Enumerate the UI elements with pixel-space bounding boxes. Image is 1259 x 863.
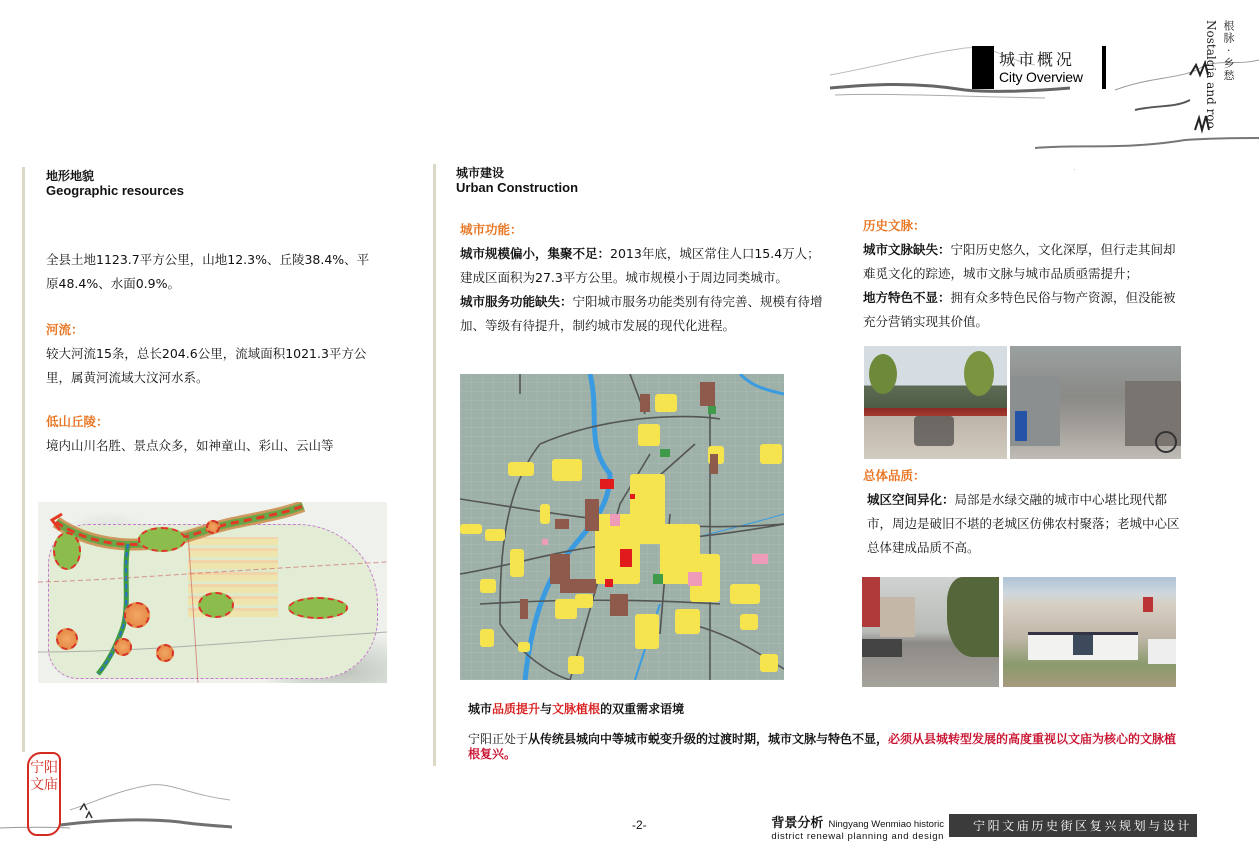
item-label: 城市规模偏小，集聚不足： xyxy=(460,246,611,261)
urban-function-item xyxy=(460,290,830,338)
item-text: 拥有众多特色民俗与物产资源，但没能被充分营销实现其价值。 xyxy=(863,290,1176,329)
item-text: 2013年底，城区常住人口15.4万人；建成区面积为27.3平方公里。城市规模小于周边同类城市。 xyxy=(460,246,820,285)
summary-title-highlight: 品质提升 xyxy=(492,702,541,716)
summary-title-part: 城市 xyxy=(468,702,493,716)
summary-title-part: 与 xyxy=(540,702,553,716)
page-number: -2- xyxy=(632,818,647,832)
summary-red: 必须从县城转型发展的高度重视以文庙为核心的文脉植根复兴。 xyxy=(468,732,1177,761)
hills-block xyxy=(46,410,371,458)
summary-prefix: 宁阳正处于 xyxy=(468,732,529,746)
ink-landscape-header-icon xyxy=(825,20,1259,170)
summary-title xyxy=(468,700,684,717)
header-title-cn: 城市概况 xyxy=(999,49,1076,69)
history-item xyxy=(863,238,1183,286)
quality-block xyxy=(863,464,1183,560)
urban-function-item xyxy=(460,242,830,290)
hills-heading: 低山丘陵： xyxy=(46,414,109,429)
rivers-block xyxy=(46,318,371,390)
seal-stamp: 宁阳文庙 xyxy=(27,752,61,836)
summary-title-highlight: 文脉植根 xyxy=(552,702,601,716)
section-header-geographic xyxy=(46,169,184,199)
item-text: 局部是水绿交融的城市中心堪比现代都市，周边是破旧不堪的老城区仿佛农村聚落；老城中心区总体建成品质不高。 xyxy=(867,492,1180,555)
tagline-cn: 根脉 · 乡愁 xyxy=(1222,20,1235,82)
item-label: 城市文脉缺失： xyxy=(863,242,951,257)
hills-text: 境内山川名胜、景点众多，如神童山、彩山、云山等 xyxy=(46,438,334,453)
middle-column-rule xyxy=(433,164,436,766)
footer-project-label xyxy=(764,812,944,842)
city-skyline-photo xyxy=(1003,577,1176,687)
summary-bold: 从传统县城向中等城市蜕变升级的过渡时期，城市文脉与特色不显， xyxy=(528,732,889,746)
section-header-urban xyxy=(456,166,578,196)
quality-item xyxy=(863,488,1183,560)
history-item xyxy=(863,286,1183,334)
history-block xyxy=(863,214,1183,334)
item-label: 地方特色不显： xyxy=(863,290,951,305)
footer-project-en-line2: district renewal planning and design xyxy=(771,831,944,842)
summary-body xyxy=(468,732,1178,762)
item-label: 城区空间异化： xyxy=(867,492,955,507)
regional-map-image xyxy=(38,502,387,683)
land-area-text: 全县土地1123.7平方公里，山地12.3%、丘陵38.4%、平原48.4%、水面0.9%。 xyxy=(46,252,370,291)
urban-function-heading: 城市功能： xyxy=(460,222,523,237)
left-column-rule xyxy=(22,167,25,752)
urban-function-block xyxy=(460,218,830,338)
history-heading: 历史文脉： xyxy=(863,218,926,233)
header-title-en: City Overview xyxy=(999,68,1083,85)
item-label: 城市服务功能缺失： xyxy=(460,294,573,309)
vertical-tagline xyxy=(1204,20,1236,129)
section-title-cn: 城市建设 xyxy=(456,166,505,180)
footer-section-cn: 背景分析 xyxy=(771,816,824,831)
urban-land-use-map-image xyxy=(460,374,784,680)
item-text: 宁阳历史悠久，文化深厚，但行走其间却难觅文化的踪迹，城市文脉与城市品质亟需提升； xyxy=(863,242,1176,281)
tagline-en: Nostalgia and roo xyxy=(1204,20,1218,129)
section-title-en: Urban Construction xyxy=(456,180,579,195)
item-text: 宁阳城市服务功能类别有待完善、规模有待增加、等级有待提升，制约城市发展的现代化进程。 xyxy=(460,294,823,333)
temple-courtyard-photo xyxy=(864,346,1007,459)
page-header-title xyxy=(972,46,1106,89)
section-title-cn: 地形地貌 xyxy=(46,169,95,183)
quality-heading: 总体品质： xyxy=(863,468,926,483)
title-end-bar xyxy=(1102,46,1106,89)
title-block-marker xyxy=(972,46,994,89)
rivers-heading: 河流： xyxy=(46,322,84,337)
old-alley-gate-photo xyxy=(1010,346,1181,459)
street-scene-photo xyxy=(862,577,999,687)
footer-project-title-bar: 宁阳文庙历史街区复兴规划与设计 xyxy=(949,814,1197,837)
section-title-en: Geographic resources xyxy=(46,183,184,198)
summary-title-part: 的双重需求语境 xyxy=(600,702,685,716)
rivers-text: 较大河流15条，总长204.6公里，流域面积1021.3平方公里，属黄河流域大汶河水系。 xyxy=(46,346,367,385)
footer-project-en-line1: Ningyang Wenmiao historic xyxy=(828,819,944,830)
